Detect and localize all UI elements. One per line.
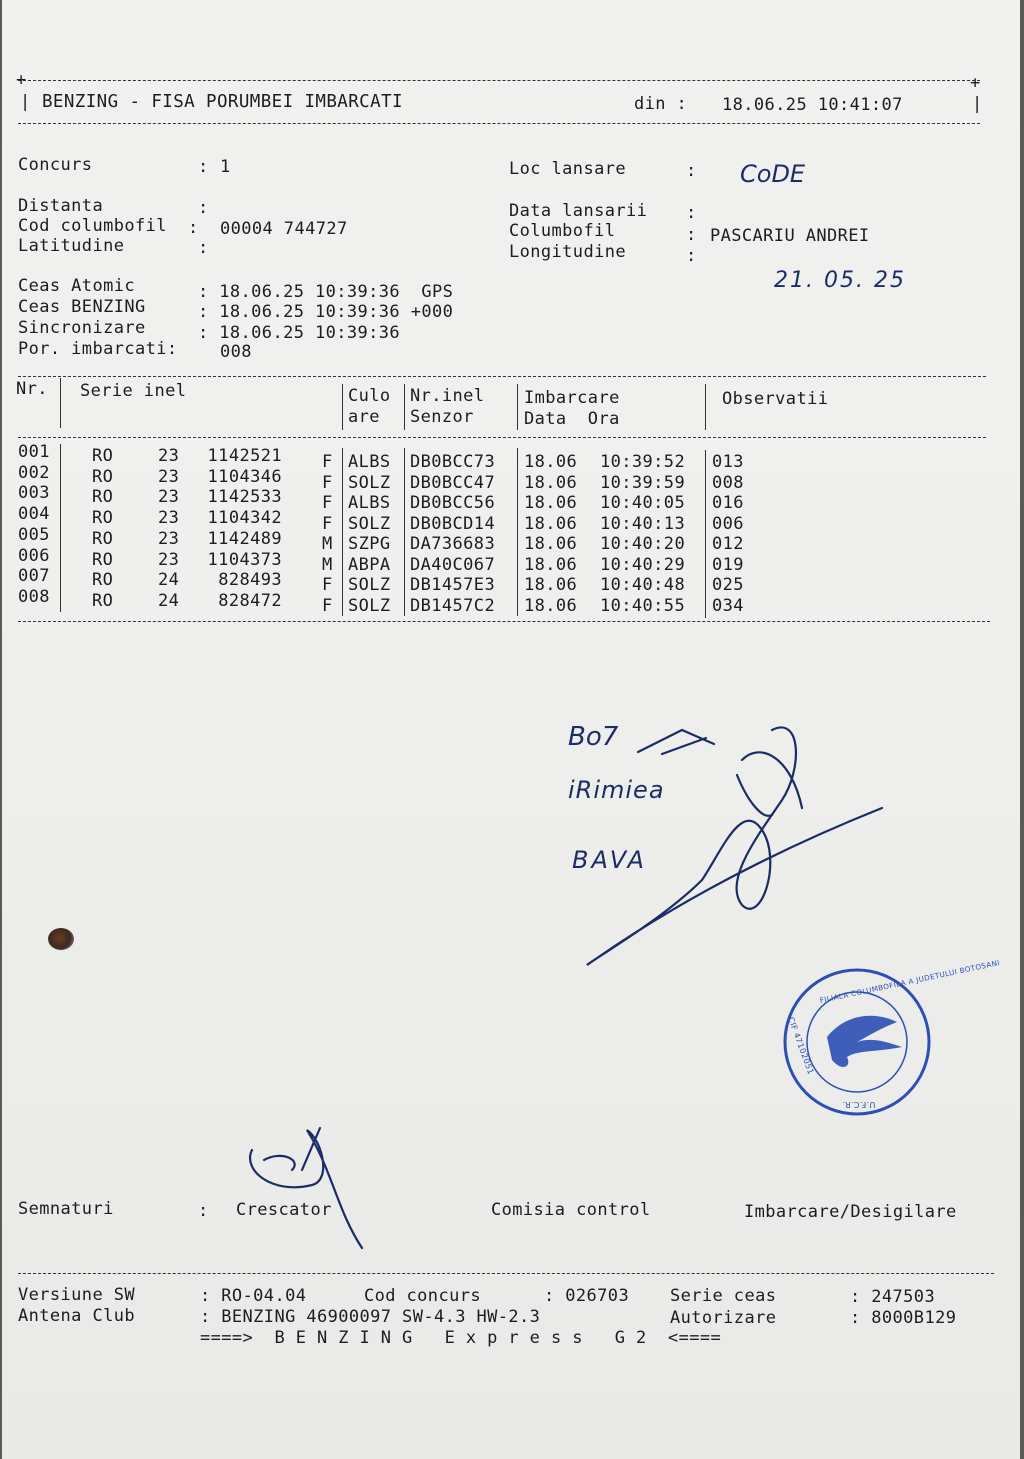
cell-culoare: SOLZ [348, 472, 391, 493]
cell-nr: 006 [18, 545, 50, 566]
columbofil-label: Columbofil [509, 221, 616, 241]
cell-sex: F [322, 452, 333, 472]
cell-culoare: ALBS [348, 493, 391, 513]
cell-nr: 002 [18, 462, 50, 483]
concurs-label: Concurs [18, 155, 93, 175]
ceas-benzing-value: : 18.06.25 10:39:36 +000 [198, 302, 454, 322]
longitudine-label: Longitudine [509, 242, 626, 262]
footer-banner: ====> B E N Z I N G E x p r e s s G 2 <==== [200, 1328, 722, 1348]
signature-loop [737, 752, 802, 815]
cell-an: 24 [158, 570, 180, 591]
cell-tara: RO [92, 528, 114, 549]
cell-ora: 10:39:52 [600, 452, 686, 472]
latitudine-sep: : [198, 238, 209, 258]
cell-inel: 1142489 [207, 528, 282, 549]
cell-data: 18.06 [524, 575, 578, 595]
distanta-sep: : [198, 198, 209, 218]
cell-inel: 1104346 [207, 466, 282, 487]
cell-obs: 006 [712, 513, 744, 534]
ink-signatures [2, 0, 1020, 1459]
cell-inel: 828493 [218, 570, 282, 591]
cell-ora: 10:40:48 [600, 575, 686, 595]
cell-inel: 828472 [218, 590, 282, 611]
stamp-text-left: CIF 47102051 [786, 1015, 816, 1076]
autorizare-label: Autorizare [670, 1308, 777, 1328]
footer-rule [18, 1273, 994, 1274]
signature-crescator [250, 1128, 362, 1248]
cell-ora: 10:40:20 [600, 534, 686, 554]
cell-tara: RO [92, 549, 114, 570]
paper-sheet [2, 0, 1020, 1459]
serie-ceas-label: Serie ceas [670, 1286, 777, 1306]
cell-inel: 1142533 [207, 487, 282, 508]
cell-an: 23 [158, 446, 180, 466]
cell-culoare: SOLZ [348, 575, 391, 595]
cell-an: 23 [158, 487, 180, 508]
cell-ora: 10:40:05 [600, 493, 686, 513]
cell-inel: 1104342 [207, 508, 282, 529]
cell-tara: RO [92, 487, 114, 508]
cell-an: 23 [158, 528, 180, 549]
cell-data: 18.06 [524, 554, 578, 575]
cell-data: 18.06 [524, 472, 578, 493]
handwritten-name-2: iRimiea [568, 776, 665, 804]
cell-inel: 1104373 [207, 549, 282, 570]
cell-an: 24 [158, 590, 180, 611]
header-bar-right: | [972, 94, 983, 114]
cell-sex: M [322, 534, 333, 554]
cell-culoare: ALBS [348, 452, 391, 472]
header-datetime: 18.06.25 10:41:07 [722, 95, 903, 115]
cell-senzor: DB1457E3 [410, 575, 496, 595]
columbofil-value: PASCARIU ANDREI [710, 226, 870, 246]
cell-culoare: SOLZ [348, 513, 391, 534]
loc-lansare-label: Loc lansare [509, 159, 626, 179]
cod-concurs-value: : 026703 [544, 1286, 630, 1306]
cell-obs: 013 [712, 452, 744, 472]
col-observatii-header: Observatii [722, 389, 829, 409]
cell-ora: 10:40:55 [600, 595, 686, 616]
cell-sex: F [322, 575, 333, 595]
cell-nr: 001 [18, 442, 50, 462]
cell-nr: 008 [18, 586, 50, 607]
cell-culoare: SOLZ [348, 595, 391, 616]
signature-main [587, 727, 882, 965]
cell-sex: F [322, 595, 333, 616]
cell-data: 18.06 [524, 595, 578, 616]
cod-concurs-label: Cod concurs [364, 1286, 481, 1306]
cell-obs: 016 [712, 493, 744, 513]
cell-nr: 007 [18, 566, 50, 587]
cell-senzor: DB0BCC73 [410, 452, 496, 472]
page-title: BENZING - FISA PORUMBEI IMBARCATI [42, 92, 403, 112]
cell-obs: 012 [712, 534, 744, 554]
latitudine-label: Latitudine [18, 236, 125, 256]
col-culoare-header-1: Culo [348, 386, 391, 406]
loc-lansare-handwritten: CoDE [740, 160, 806, 188]
concurs-value: 1 [220, 157, 231, 177]
stamp-text-bottom: U.F.C.R. [842, 1100, 876, 1109]
header-corner-tl: + [16, 70, 27, 90]
cell-obs: 034 [712, 595, 744, 616]
por-imbarcati-label: Por. imbarcati: [18, 339, 178, 359]
cell-senzor: DB0BCD14 [410, 513, 496, 534]
col-imbarcare-header-1: Imbarcare [524, 388, 620, 408]
cell-ora: 10:39:59 [600, 472, 686, 493]
handwritten-name-1: Bo7 [568, 722, 619, 752]
autorizare-value: : 8000B129 [850, 1308, 957, 1328]
col-nr-header: Nr. [16, 379, 48, 399]
cell-ora: 10:40:13 [600, 513, 686, 534]
cell-senzor: DA736683 [410, 534, 496, 554]
cell-senzor: DA40C067 [410, 554, 496, 575]
cell-an: 23 [158, 549, 180, 570]
cell-senzor: DB0BCC56 [410, 493, 496, 513]
distanta-label: Distanta [18, 196, 104, 216]
cell-sex: F [322, 493, 333, 513]
cell-tara: RO [92, 570, 114, 591]
cell-data: 18.06 [524, 534, 578, 554]
col-senzor-header-2: Senzor [410, 407, 474, 427]
cell-inel: 1142521 [207, 446, 282, 466]
stamp-text-top: FILIALA COLUMBOFILA A JUDETULUI BOTOSANI [818, 958, 1001, 1006]
cell-an: 23 [158, 466, 180, 487]
cell-data: 18.06 [524, 452, 578, 472]
por-imbarcati-value: 008 [220, 342, 252, 362]
sincronizare-label: Sincronizare [18, 318, 146, 338]
loc-lansare-sep: : [686, 161, 697, 181]
col-imbarcare-header-2: Data Ora [524, 409, 620, 429]
ceas-benzing-label: Ceas BENZING [18, 297, 146, 317]
cell-tara: RO [92, 466, 114, 487]
stamp-text [786, 958, 1001, 1114]
strike-mark [638, 730, 714, 754]
header-corner-tr: + [970, 73, 981, 93]
antena-value: : BENZING 46900097 SW-4.3 HW-2.3 [200, 1307, 541, 1327]
cod-columbofil-value: 00004 744727 [220, 219, 348, 239]
cell-data: 18.06 [524, 493, 578, 513]
data-lansarii-handwritten: 21. 05. 25 [774, 268, 906, 293]
cell-sex: F [322, 472, 333, 493]
cod-columbofil-sep: : [188, 218, 199, 238]
cell-sex: M [322, 554, 333, 575]
versiune-value: : RO-04.04 [200, 1286, 307, 1306]
concurs-sep: : [198, 157, 209, 177]
cell-culoare: ABPA [348, 554, 391, 575]
cell-senzor: DB1457C2 [410, 595, 496, 616]
handwritten-name-3: BAVA [572, 846, 647, 874]
cell-data: 18.06 [524, 513, 578, 534]
cell-an: 23 [158, 508, 180, 529]
cell-obs: 019 [712, 554, 744, 575]
ceas-atomic-value: : 18.06.25 10:39:36 GPS [198, 282, 454, 302]
columbofil-sep: : [686, 225, 697, 245]
cell-obs: 025 [712, 575, 744, 595]
cell-senzor: DB0BCC47 [410, 472, 496, 493]
data-lansarii-label: Data lansarii [509, 201, 648, 221]
cell-sex: F [322, 513, 333, 534]
ceas-atomic-label: Ceas Atomic [18, 276, 135, 296]
crescator-label: Crescator [236, 1200, 332, 1220]
cell-obs: 008 [712, 472, 744, 493]
col-senzor-header-1: Nr.inel [410, 386, 485, 406]
col-serie-header: Serie inel [80, 381, 187, 401]
cell-tara: RO [92, 590, 114, 611]
cell-nr: 005 [18, 524, 50, 545]
cell-nr: 003 [18, 483, 50, 504]
cell-tara: RO [92, 446, 114, 466]
semnaturi-sep: : [198, 1201, 209, 1221]
serie-ceas-value: : 247503 [850, 1287, 936, 1307]
imbarcare-label: Imbarcare/Desigilare [744, 1202, 957, 1222]
antena-label: Antena Club [18, 1306, 135, 1326]
cell-nr: 004 [18, 504, 50, 525]
cell-ora: 10:40:29 [600, 554, 686, 575]
header-bar-left: | [20, 92, 31, 112]
sincronizare-value: : 18.06.25 10:39:36 [198, 323, 401, 343]
cell-culoare: SZPG [348, 534, 391, 554]
longitudine-sep: : [686, 246, 697, 266]
cod-columbofil-label: Cod columbofil [18, 216, 167, 236]
comisia-label: Comisia control [491, 1200, 651, 1220]
semnaturi-label: Semnaturi [18, 1199, 114, 1219]
cell-tara: RO [92, 508, 114, 529]
header-din-label: din : [634, 94, 688, 114]
versiune-label: Versiune SW [18, 1285, 135, 1305]
col-culoare-header-2: are [348, 407, 380, 427]
data-lansarii-sep: : [686, 203, 697, 223]
